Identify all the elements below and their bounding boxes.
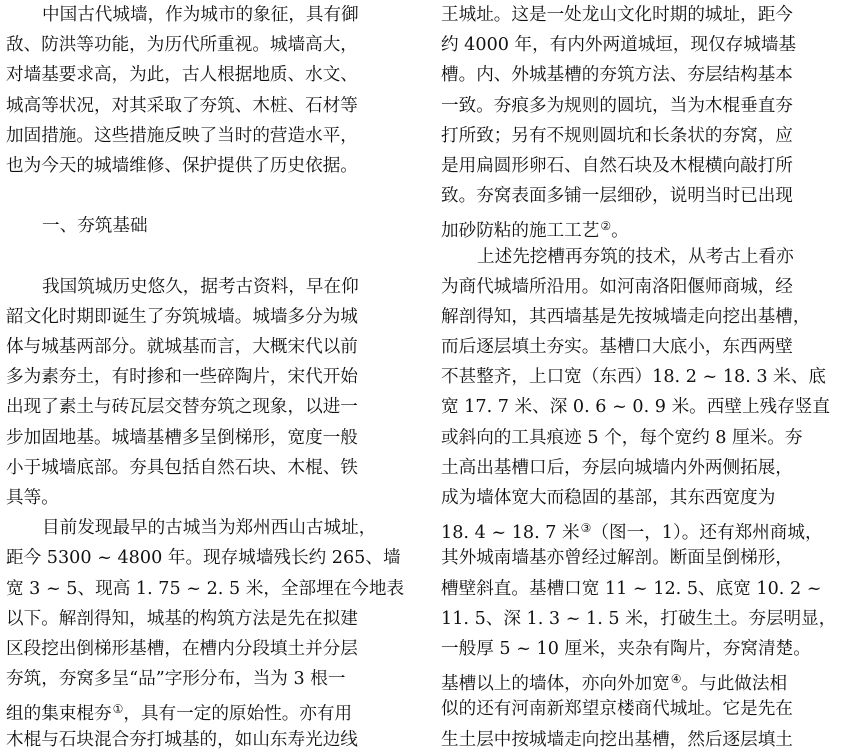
paragraph-gap: [6, 242, 404, 272]
text-line: 或斜向的工具痕迹 5 个，每个宽约 8 厘米。夯: [441, 427, 803, 448]
text-fragment: 组的集束棍夯: [6, 704, 112, 725]
text-line: 对墙基要求高，为此，古人根据地质、水文、: [6, 65, 358, 86]
paragraph-gap: [6, 181, 404, 211]
text-line: 出现了素土与砖瓦层交替夯筑之现象，以进一: [6, 397, 358, 418]
text-line: [441, 513, 837, 543]
text-line: 约 4000 年，有内外两道城垣，现仅存城墙基: [441, 35, 797, 56]
text-line: 是用扁圆形卵石、自然石块及木棍横向敲打所: [441, 155, 793, 176]
text-line: 成为墙体宽大而稳固的基部，其东西宽度为: [441, 488, 776, 508]
footnote-marker-4[interactable]: ④: [670, 672, 682, 687]
right-column: [441, 0, 837, 755]
text-line: 槽壁斜直。基槽口宽 11 ~ 12. 5、底宽 10. 2 ~: [441, 578, 822, 599]
text-line: 打所致；另有不规则圆坑和长条状的夯窝，应: [441, 125, 793, 146]
text-line: [441, 664, 837, 694]
text-line: 宽 3 ~ 5、现高 1. 75 ~ 2. 5 米，全部埋在今地表: [6, 578, 404, 599]
text-line: 槽。内、外城基槽的夯筑方法、夯层结构基本: [441, 65, 793, 86]
text-line: 生土层中按城墙走向挖出基槽，然后逐层填土: [441, 729, 793, 750]
text-line: 多为素夯土，有时掺和一些碎陶片，宋代开始: [6, 367, 358, 388]
text-fragment: （图一，1）。还有郑州商城，: [591, 523, 823, 544]
text-line: 一致。夯痕多为规则的圆坑，当为木棍垂直夯: [441, 95, 793, 116]
section-heading: 一、夯筑基础: [42, 216, 148, 237]
text-line: 韶文化时期即诞生了夯筑城墙。城墙多分为城: [6, 306, 358, 327]
text-fragment: 。与此做法相: [681, 674, 788, 695]
text-line: 敌、防洪等功能，为历代所重视。城墙高大，: [6, 35, 358, 56]
text-line: 步加固地基。城墙基槽多呈倒梯形，宽度一般: [6, 427, 358, 448]
text-line: 不甚整齐，上口宽（东西）18. 2 ~ 18. 3 米、底: [441, 367, 826, 388]
text-line: 为商代城墙所沿用。如河南洛阳偃师商城，经: [441, 276, 793, 297]
text-line: 我国筑城历史悠久，据考古资料，早在仰: [42, 276, 359, 297]
text-line: 土高出基槽口后，夯层向城墙内外两侧拓展，: [441, 457, 793, 478]
text-line: 致。夯窝表面多铺一层细砂，说明当时已出现: [441, 186, 793, 207]
text-fragment: 。: [611, 221, 629, 242]
text-line: 11. 5、深 1. 3 ~ 1. 5 米，打破生土。夯层明显，: [441, 608, 837, 629]
text-line: 具等。: [6, 488, 59, 508]
text-line: 上述先挖槽再夯筑的技术，从考古上看亦: [477, 246, 794, 267]
text-line: 小于城墙底部。夯具包括自然石块、木棍、铁: [6, 457, 358, 478]
text-line: 以下。解剖得知，城基的构筑方法是先在拟建: [6, 608, 358, 629]
text-line: 木棍与石块混合夯打城基的，如山东寿光边线: [6, 729, 358, 750]
left-column: [6, 0, 404, 755]
text-line: [6, 694, 404, 724]
footnote-marker-1[interactable]: ①: [112, 702, 124, 717]
text-line: 夯筑，夯窝多呈“品”字形分布，当为 3 根一: [6, 669, 346, 690]
footnote-marker-3[interactable]: ③: [580, 521, 592, 536]
text-line: [441, 211, 837, 241]
text-line: 中国古代城墙，作为城市的象征，具有御: [42, 5, 359, 25]
text-line: 区段挖出倒梯形基槽，在槽内分段填土并分层: [6, 638, 358, 659]
text-fragment: 18. 4 ~ 18. 7 米: [441, 523, 580, 544]
text-line: 宽 17. 7 米、深 0. 6 ~ 0. 9 米。西壁上残存竖直: [441, 397, 830, 418]
text-line: 其外城南墙基亦曾经过解剖。断面呈倒梯形，: [441, 548, 793, 569]
text-fragment: ，具有一定的原始性。亦有用: [123, 704, 353, 725]
text-line: 目前发现最早的古城当为郑州西山古城址，: [42, 518, 377, 539]
text-line: 解剖得知，其西墙基是先按城墙走向挖出基槽，: [441, 306, 811, 327]
text-fragment: 加砂防粘的施工工艺: [441, 221, 600, 242]
text-line: 一般厚 5 ~ 10 厘米，夹杂有陶片，夯窝清楚。: [441, 638, 811, 659]
text-line: 体与城基两部分。就城基而言，大概宋代以前: [6, 337, 358, 358]
text-line: 而后逐层填土夯实。基槽口大底小，东西两壁: [441, 337, 793, 358]
text-fragment: 基槽以上的墙体，亦向外加宽: [441, 674, 670, 695]
text-line: 似的还有河南新郑望京楼商代城址。它是先在: [441, 699, 793, 720]
text-line: 距今 5300 ~ 4800 年。现存城墙残长约 265、墙: [6, 548, 401, 569]
text-line: 也为今天的城墙维修、保护提供了历史依据。: [6, 155, 358, 176]
footnote-marker-2[interactable]: ②: [600, 219, 612, 234]
text-line: 加固措施。这些措施反映了当时的营造水平，: [6, 125, 358, 146]
text-line: 城高等状况，对其采取了夯筑、木桩、石材等: [6, 95, 358, 116]
text-line: 王城址。这是一处龙山文化时期的城址，距今: [441, 5, 793, 25]
